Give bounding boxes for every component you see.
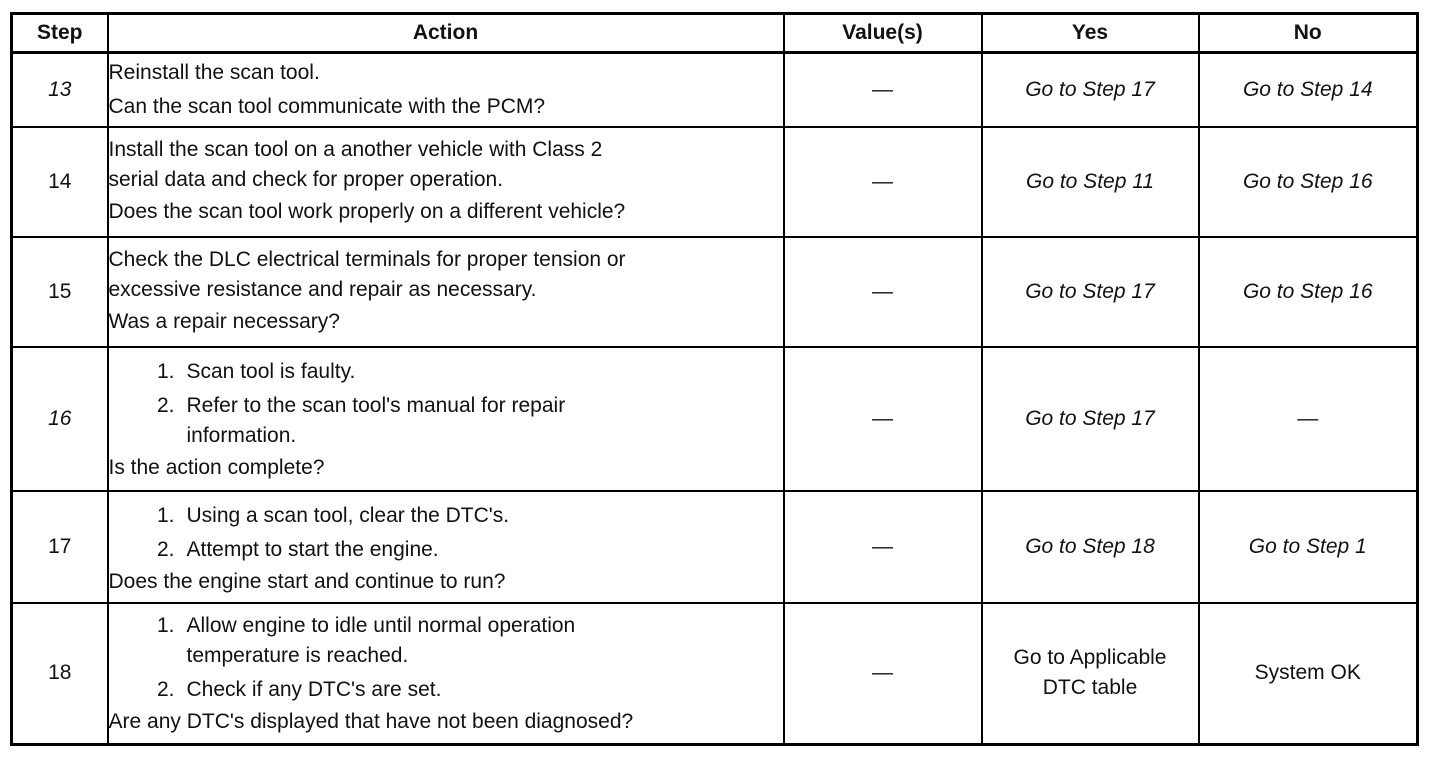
- action-text: Install the scan tool on a another vehicle with Class 2: [108, 137, 603, 161]
- action-cell: [108, 347, 784, 491]
- item-number: 1.: [156, 614, 175, 638]
- item-text: [187, 391, 783, 451]
- item-text: Attempt to start the engine.: [186, 537, 439, 561]
- value-cell: [784, 347, 982, 491]
- action-text: excessive resistance and repair as necessary.: [108, 277, 537, 301]
- value-text: —: [872, 169, 893, 193]
- no-cell: Go to Step 14: [1199, 53, 1418, 127]
- header-action: Action: [108, 14, 784, 53]
- action-cell: [108, 127, 784, 237]
- no-cell: —: [1199, 347, 1418, 491]
- step-number: 13: [12, 53, 108, 127]
- table-row: [12, 347, 1418, 491]
- yes-cell: Go to Step 11: [982, 127, 1199, 237]
- yes-cell: Go to Step 17: [982, 237, 1199, 347]
- action-question: Does the engine start and continue to run?: [108, 569, 506, 593]
- action-list-item: [109, 357, 783, 387]
- header-no: No: [1199, 14, 1418, 53]
- item-text: Using a scan tool, clear the DTC's.: [186, 503, 510, 527]
- action-text: Reinstall the scan tool.: [108, 60, 320, 84]
- diagnostic-table: [10, 12, 1419, 746]
- value-cell: [784, 237, 982, 347]
- no-cell: Go to Step 16: [1199, 127, 1418, 237]
- item-text-line: Refer to the scan tool's manual for repair: [186, 393, 566, 417]
- action-cell: [108, 53, 784, 127]
- item-number: 1.: [156, 503, 175, 527]
- table-row: [12, 491, 1418, 603]
- step-number: 17: [12, 491, 108, 603]
- action-list-item: [109, 501, 783, 531]
- action-question: Does the scan tool work properly on a different vehicle?: [108, 199, 626, 223]
- no-cell: System OK: [1199, 603, 1418, 745]
- table-row: [12, 53, 1418, 127]
- yes-text-line: Go to Applicable: [1013, 646, 1167, 670]
- yes-cell: Go to Step 18: [982, 491, 1199, 603]
- step-number: 16: [12, 347, 108, 491]
- action-cell: [108, 237, 784, 347]
- action-text: Check the DLC electrical terminals for proper tension or: [108, 247, 626, 271]
- table-row: [12, 237, 1418, 347]
- item-number: 2.: [156, 393, 175, 417]
- header-values: Value(s): [784, 14, 982, 53]
- action-question: Can the scan tool communicate with the PCM?: [108, 94, 546, 118]
- no-cell: Go to Step 1: [1199, 491, 1418, 603]
- yes-cell: Go to Step 17: [982, 347, 1199, 491]
- yes-text-line: DTC table: [1042, 676, 1138, 700]
- item-text-line: Allow engine to idle until normal operation: [186, 614, 576, 638]
- value-cell: [784, 491, 982, 603]
- value-text: —: [872, 534, 893, 558]
- action-list-item: [109, 535, 783, 565]
- action-cell: [108, 491, 784, 603]
- item-text: Check if any DTC's are set.: [186, 678, 442, 702]
- value-text: —: [872, 406, 893, 430]
- step-number: 18: [12, 603, 108, 745]
- value-text: —: [872, 661, 893, 685]
- value-cell: [784, 127, 982, 237]
- value-cell: [784, 603, 982, 745]
- value-text: —: [872, 77, 893, 101]
- action-question: Was a repair necessary?: [108, 309, 340, 333]
- action-cell: [108, 603, 784, 745]
- header-row: [12, 14, 1418, 53]
- step-number: 14: [12, 127, 108, 237]
- item-text-line: temperature is reached.: [186, 644, 409, 668]
- action-question: Are any DTC's displayed that have not been diagnosed?: [108, 710, 634, 734]
- header-step: Step: [12, 14, 108, 53]
- action-question: Is the action complete?: [108, 455, 325, 479]
- action-text: serial data and check for proper operation.: [108, 167, 504, 191]
- table-row: [12, 603, 1418, 745]
- table-row: [12, 127, 1418, 237]
- diagnostic-table-container: [10, 12, 1419, 746]
- yes-cell: [982, 603, 1199, 745]
- header-yes: Yes: [982, 14, 1199, 53]
- no-cell: Go to Step 16: [1199, 237, 1418, 347]
- item-text: [187, 611, 783, 671]
- item-number: 2.: [156, 537, 175, 561]
- value-text: —: [872, 279, 893, 303]
- action-list-item: [109, 611, 783, 671]
- item-text: Scan tool is faulty.: [186, 359, 356, 383]
- item-text-line: information.: [186, 423, 297, 447]
- item-number: 2.: [156, 678, 175, 702]
- yes-cell: Go to Step 17: [982, 53, 1199, 127]
- action-list-item: [109, 675, 783, 705]
- action-list-item: [109, 391, 783, 451]
- value-cell: [784, 53, 982, 127]
- step-number: 15: [12, 237, 108, 347]
- item-number: 1.: [156, 359, 175, 383]
